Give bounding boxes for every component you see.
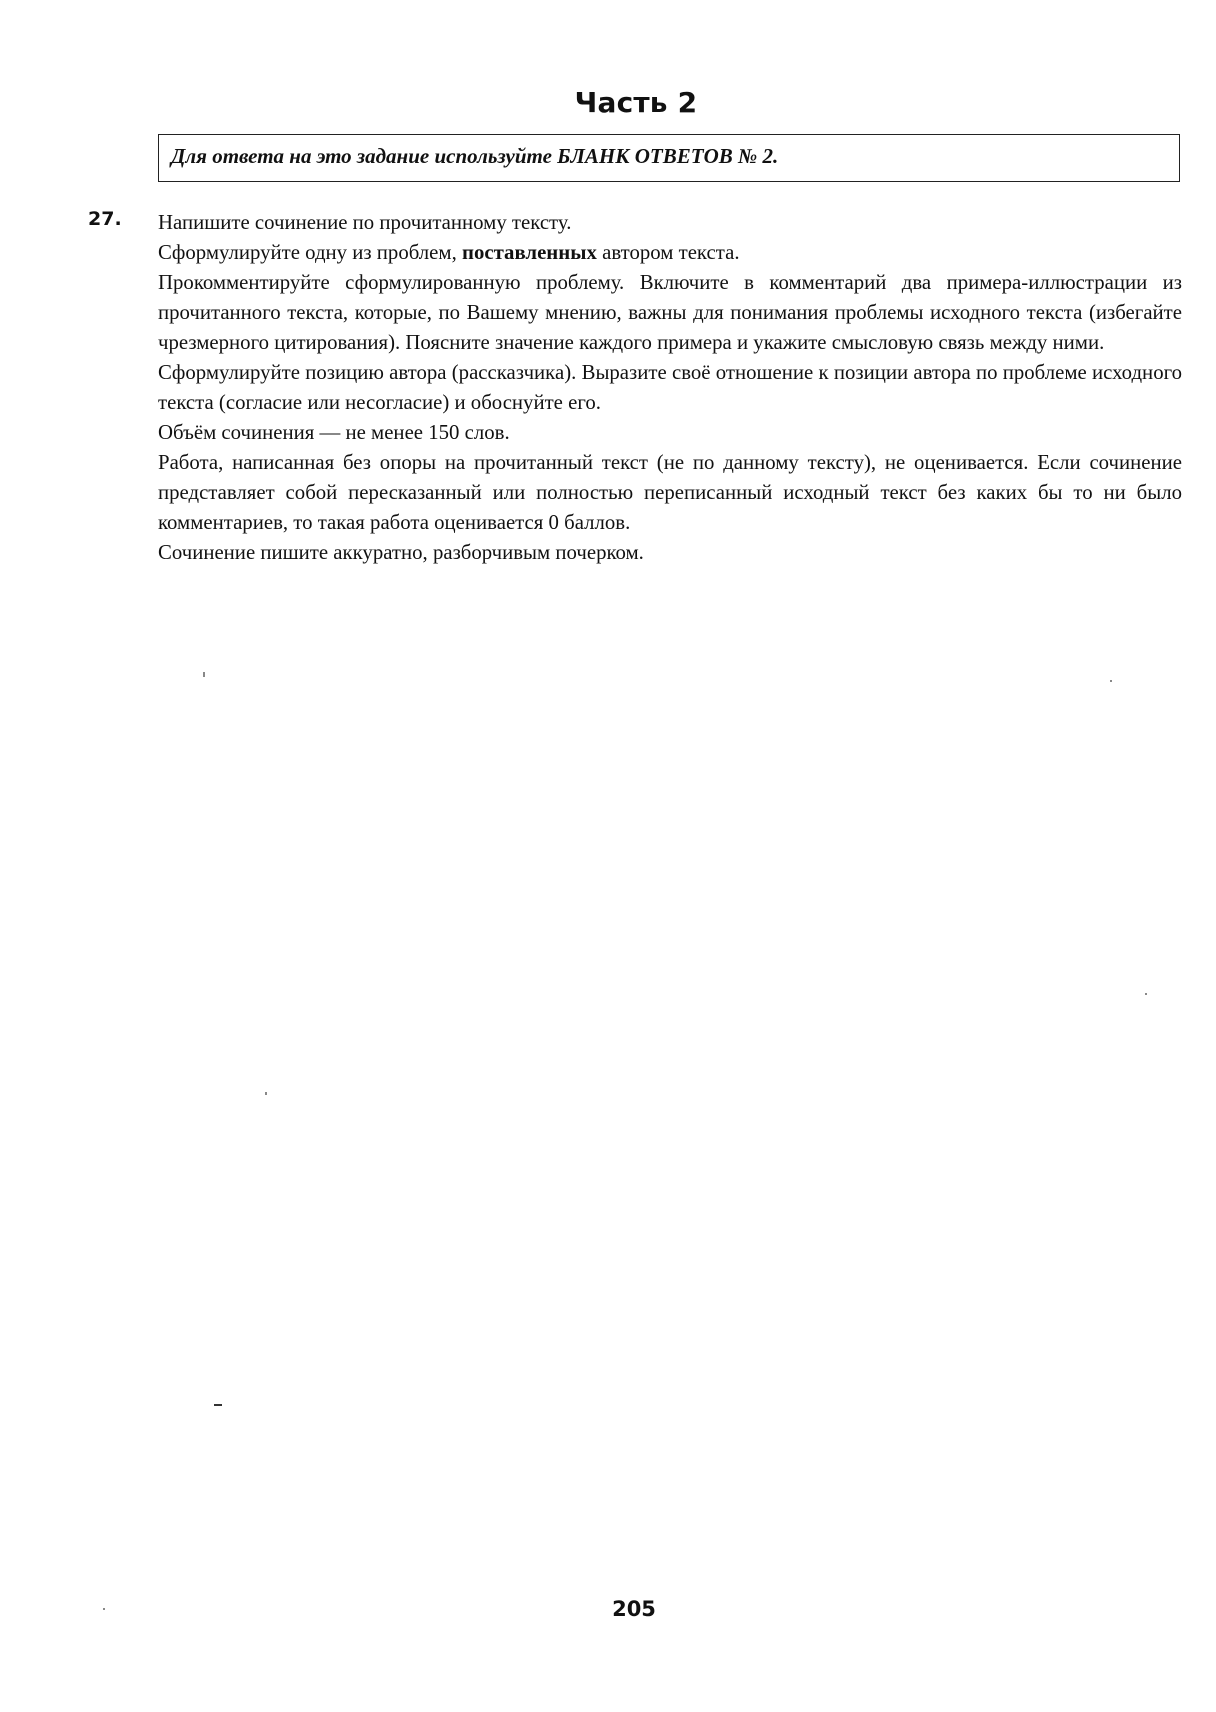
task-text: Сформулируйте одну из проблем, (158, 241, 462, 264)
task-paragraph (158, 238, 1182, 268)
task-paragraph: Сочинение пишите аккуратно, разборчивым почерком. (158, 541, 644, 564)
task-paragraph: Объём сочинения — не менее 150 слов. (158, 421, 510, 444)
task-paragraph: Прокомментируйте сформулированную проблему. Включите в комментарий два примера-иллюстрации из прочитанного текста, которые, по Вашему мнению, важны для понимания проблемы исходного текста (избегайте чрезмерного цитирования). Поясните значение каждого примера и укажите смысловую связь между ними. (158, 271, 1182, 354)
scan-speck (214, 1404, 222, 1406)
scan-speck (1145, 993, 1147, 995)
task-bold-text: поставленных (461, 241, 597, 264)
instruction-box (158, 134, 1180, 182)
scan-speck (103, 1608, 105, 1610)
task-text: автором текста. (596, 241, 740, 264)
task-paragraph: Работа, написанная без опоры на прочитанный текст (не по данному тексту), не оценивается. Если сочинение представляет собой пересказанный или полностью переписанный исходный текст без каких бы то ни было комментариев, то такая работа оценивается 0 баллов. (158, 451, 1182, 534)
task-paragraph: Сформулируйте позицию автора (рассказчика). Выразите своё отношение к позиции автора по проблеме исходного текста (согласие или несогласие) и обоснуйте его. (158, 361, 1182, 414)
page-number: 205 (612, 1597, 656, 1621)
task-body (158, 208, 1182, 568)
scan-speck (203, 672, 205, 677)
task-number: 27. (88, 208, 122, 230)
task-paragraph: Напишите сочинение по прочитанному тексту. (158, 211, 572, 234)
scan-speck (1110, 680, 1112, 682)
instruction-text: Для ответа на это задание используйте БЛАНК ОТВЕТОВ № 2. (171, 144, 779, 168)
scan-speck (265, 1092, 267, 1095)
page-title: Часть 2 (574, 86, 698, 119)
